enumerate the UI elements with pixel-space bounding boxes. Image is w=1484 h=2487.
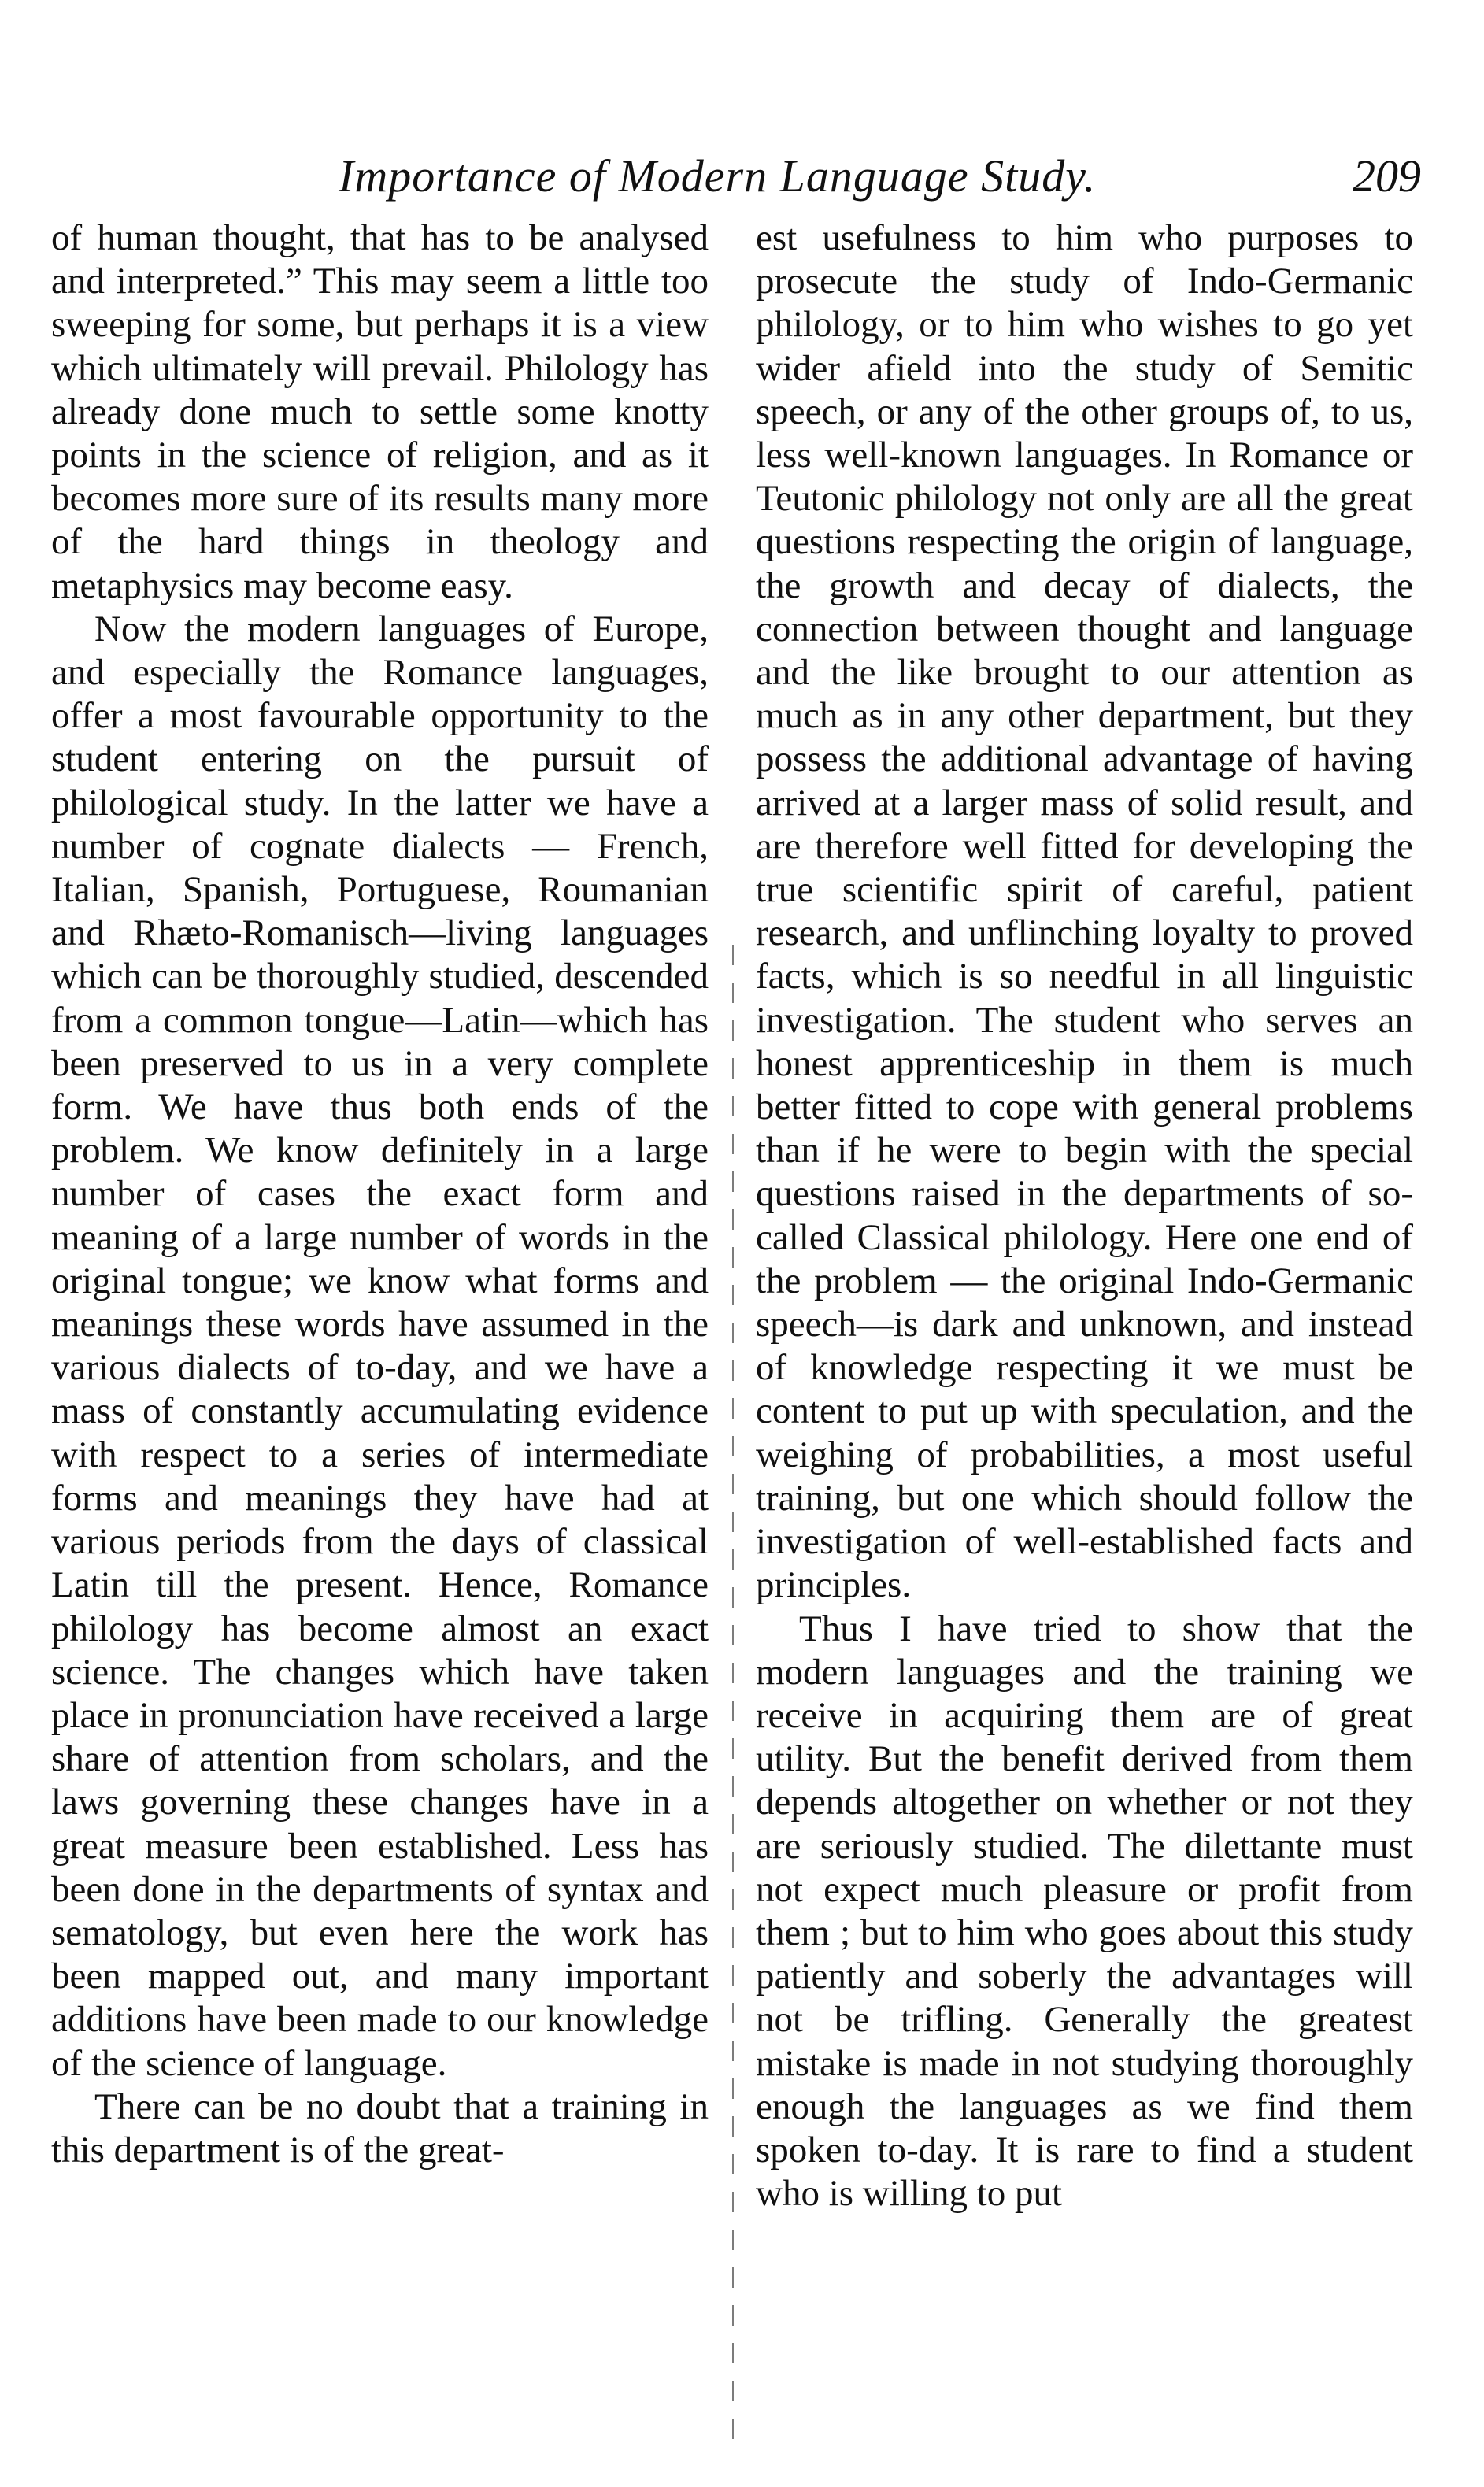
right-paragraph-1: est usefulness to him who purposes to prosecute the study of Indo-Germanic philology, or to him who wishes to go yet wider afield into the study of Semitic speech, or any of the other groups of, to us, less well-known languages. In Romance or Teutonic philology not only are all the great questions respecting the origin of language, the growth and decay of dialects, the connection between thought and language and the like brought to our attention as much as in any other department, but they possess the additional advantage of having arrived at a larger mass of solid result, and are therefore well fitted for developing the true scientific spirit of careful, patient research, and unflinching loyalty to proved facts, which is so needful in all linguistic investigation. The student who serves an honest apprenticeship in them is much better fitted to cope with general problems than if he were to begin with the special questions raised in the departments of so-called Classical philology. Here one end of the problem — the original Indo-Germanic speech—is dark and unknown, and instead of knowledge respecting it we must be content to put up with speculation, and the weighing of probabilities, a most useful training, but one which should follow the investigation of well-established facts and principles.	[756, 217, 1413, 1606]
column-divider	[732, 945, 734, 2441]
left-paragraph-2: Now the modern languages of Europe, and especially the Romance languages, offer a most favourable opportunity to the student entering on the pursuit of philological study. In the latter we have a number of cognate dialects — French, Italian, Spanish, Portuguese, Roumanian and Rhæto-Romanisch—living languages which can be thoroughly studied, descended from a common tongue—Latin—which has been preserved to us in a very complete form. We have thus both ends of the problem. We know definitely in a large number of cases the exact form and meaning of a large number of words in the original tongue; we know what forms and meanings these words have assumed in the various dialects of to-day, and we have a mass of constantly accumulating evidence with respect to a series of intermediate forms and meanings they have had at various periods from the days of classical Latin till the present. Hence, Romance philology has become almost an exact science. The changes which have taken place in pronunciation have received a large share of attention from scholars, and the laws governing these changes have in a great measure been established. Less has been done in the departments of syntax and sematology, but even here the work has been mapped out, and many important additions have been made to our knowledge of the science of language.	[51, 608, 709, 2084]
page-number: 209	[1353, 150, 1421, 202]
running-header	[47, 142, 1437, 213]
right-column	[756, 217, 1413, 2215]
left-paragraph-3: There can be no doubt that a training in this department is of the great-	[51, 2085, 709, 2171]
left-column	[51, 217, 709, 2172]
left-paragraph-1: of human thought, that has to be analysed and interpreted.” This may seem a little too sweeping for some, but perhaps it is a view which ultimately will prevail. Philology has already done much to settle some knotty points in the science of religion, and as it becomes more sure of its results many more of the hard things in theology and metaphysics may become easy.	[51, 217, 709, 606]
running-title: Importance of Modern Language Study.	[339, 150, 1097, 202]
right-paragraph-2: Thus I have tried to show that the modern languages and the training we receive in acquiring them are of great utility. But the benefit derived from them depends altogether on whether or not they are seriously studied. The dilettante must not expect much pleasure or profit from them ; but to him who goes about this study patiently and soberly the advantages will not be trifling. Generally the greatest mistake is made in not studying thoroughly enough the languages as we find them spoken to-day. It is rare to find a student who is willing to put	[756, 1608, 1413, 2215]
